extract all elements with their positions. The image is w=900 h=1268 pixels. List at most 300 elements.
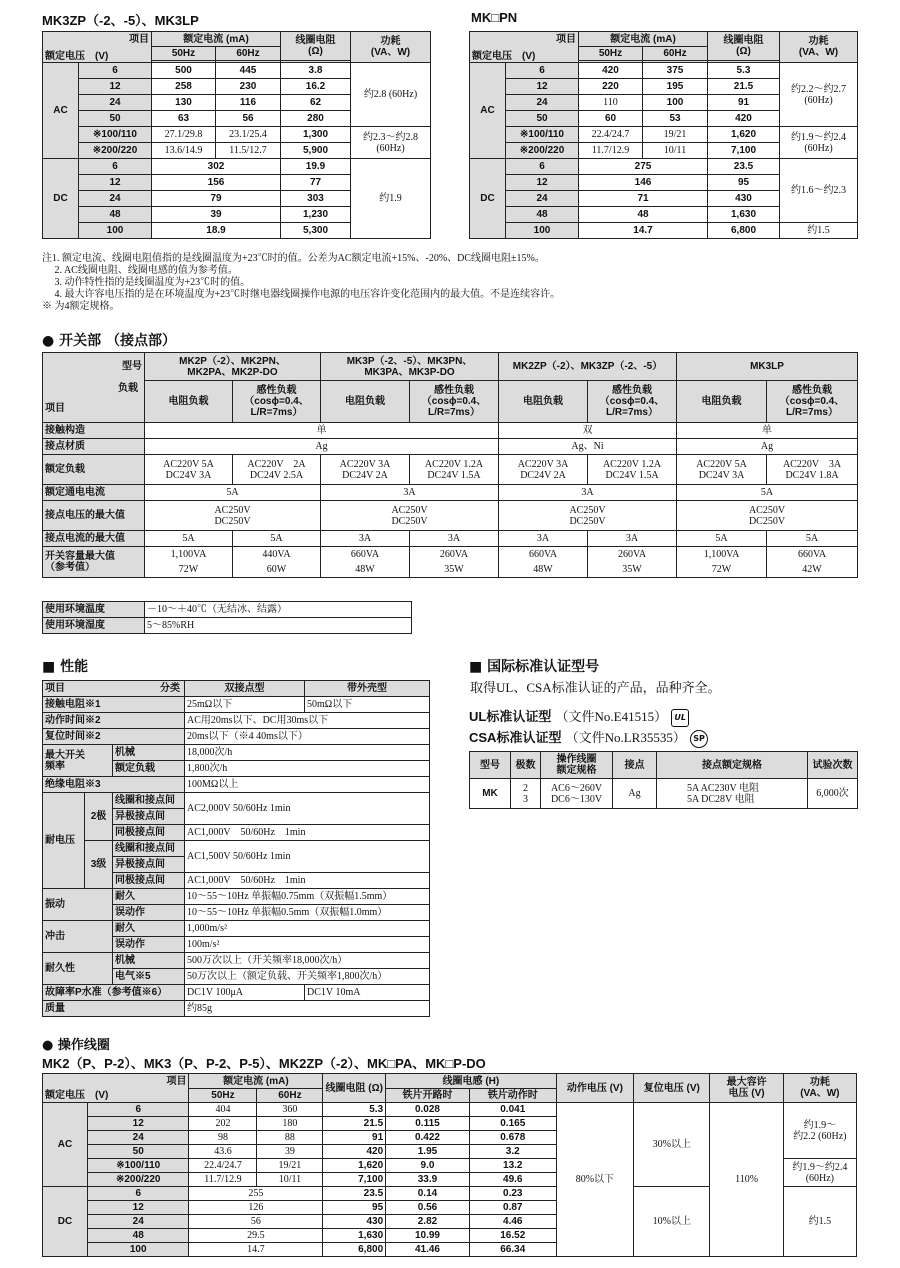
perf-withstand-diff: 异极接点间 bbox=[113, 857, 185, 873]
switch-model-label: 型号 bbox=[43, 353, 145, 381]
coil3-dc-lc: 0.87 bbox=[469, 1201, 556, 1215]
coil2-dc-r: 430 bbox=[708, 191, 780, 207]
switch-max-capacity: 1,100VA 72W bbox=[145, 547, 233, 578]
coil2-ac-v: ※200/220 bbox=[506, 143, 579, 159]
coil2-hdr-item: 项目 bbox=[470, 32, 579, 47]
coil3-dc-lo: 0.14 bbox=[386, 1187, 470, 1201]
coil2-ac-r: 91 bbox=[708, 95, 780, 111]
coil1-ac-c50: 130 bbox=[152, 95, 216, 111]
perf-withstand-2b-value: AC1,000V 50/60Hz 1min bbox=[185, 825, 430, 841]
coil1-dc-label: DC bbox=[43, 159, 79, 239]
coil3-ac-c50: 202 bbox=[189, 1117, 257, 1131]
coil3-dc-lc: 16.52 bbox=[469, 1229, 556, 1243]
coil1-ac-label: AC bbox=[43, 63, 79, 159]
coil3-rst-ac: 30%以上 bbox=[634, 1103, 710, 1187]
coil3-ac-lo: 9.0 bbox=[386, 1159, 470, 1173]
coil1-ac-r: 62 bbox=[281, 95, 351, 111]
switch-material: Ag、Ni bbox=[499, 439, 677, 455]
switch-row-max-current: 接点电流的最大值 bbox=[43, 531, 145, 547]
switch-res-load: 电阻负载 bbox=[321, 381, 410, 423]
coil3-ac-lo: 0.115 bbox=[386, 1117, 470, 1131]
perf-freq-rated-value: 1,800次/h bbox=[185, 761, 430, 777]
coil3-dc-lc: 0.23 bbox=[469, 1187, 556, 1201]
perf-contact-res-b: 50mΩ以下 bbox=[305, 697, 430, 713]
switch-max-capacity: 660VA 42W bbox=[767, 547, 858, 578]
coil3-ac-lc: 0.678 bbox=[469, 1131, 556, 1145]
switch-row-max-voltage: 接点电压的最大值 bbox=[43, 501, 145, 531]
perf-contact-res-label: 接触电阻※1 bbox=[43, 697, 185, 713]
coil2-ac-c60: 10/11 bbox=[643, 143, 708, 159]
coil2-ac-c60: 19/21 bbox=[643, 127, 708, 143]
coil2-dc-v: 48 bbox=[506, 207, 579, 223]
switch-model: MK2P（-2）、MK2PN、 MK2PA、MK2P-DO bbox=[145, 353, 321, 381]
switch-max-current: 3A bbox=[499, 531, 588, 547]
perf-life-mech-value: 500万次以上（开关频率18,000次/h） bbox=[185, 953, 430, 969]
coil3-dc-r: 95 bbox=[323, 1201, 386, 1215]
perf-hdr-double: 双接点型 bbox=[185, 681, 305, 697]
coil1-hdr-voltage: 额定电压 (V) bbox=[43, 47, 152, 63]
coil1-ac-r: 16.2 bbox=[281, 79, 351, 95]
cert-hdr-model: 型号 bbox=[470, 752, 511, 779]
perf-life-label: 耐久性 bbox=[43, 953, 113, 985]
coil3-hdr-voltage: 额定电压 (V) bbox=[43, 1089, 189, 1103]
coil3-dc-v: 24 bbox=[87, 1215, 188, 1229]
coil2-ac-r: 1,620 bbox=[708, 127, 780, 143]
switch-material: Ag bbox=[145, 439, 499, 455]
coil1-dc-c: 302 bbox=[152, 159, 281, 175]
coil2-table bbox=[469, 31, 858, 239]
coil1-table bbox=[42, 31, 431, 239]
coil3-max-value: 110% bbox=[710, 1103, 783, 1257]
coil3-rst-dc: 10%以上 bbox=[634, 1187, 710, 1257]
coil1-dc-c: 18.9 bbox=[152, 223, 281, 239]
cert-desc: 取得UL、CSA标准认证的产品，品种齐全。 bbox=[470, 680, 721, 695]
switch-res-load: 电阻负载 bbox=[145, 381, 233, 423]
coil3-dc-v: 6 bbox=[87, 1187, 188, 1201]
switch-max-capacity: 260VA 35W bbox=[410, 547, 499, 578]
coil2-ac-c60: 100 bbox=[643, 95, 708, 111]
coil2-dc-v: 12 bbox=[506, 175, 579, 191]
ul-logo-icon: UL bbox=[671, 709, 689, 727]
switch-rated-load: AC220V 3A DC24V 2A bbox=[499, 455, 588, 485]
switch-res-load: 电阻负载 bbox=[677, 381, 767, 423]
perf-shock-label: 冲击 bbox=[43, 921, 113, 953]
switch-rated-load: AC220V 5A DC24V 3A bbox=[145, 455, 233, 485]
coil2-dc-v: 24 bbox=[506, 191, 579, 207]
coil2-ac-power2: 约1.9～约2.4 (60Hz) bbox=[780, 127, 858, 159]
perf-shock-dur-value: 1,000m/s² bbox=[185, 921, 430, 937]
coil2-hdr-voltage: 额定电压 (V) bbox=[470, 47, 579, 63]
coil2-dc-power2: 约1.5 bbox=[780, 223, 858, 239]
coil3-ac-c50: 43.6 bbox=[189, 1145, 257, 1159]
coil3-hdr-inductance: 线圈电感 (H) bbox=[386, 1074, 557, 1089]
switch-rated-load: AC220V 5A DC24V 3A bbox=[677, 455, 767, 485]
perf-reset-time-value: 20ms以下（※4 40ms以下） bbox=[185, 729, 430, 745]
coil3-ac-lc: 0.041 bbox=[469, 1103, 556, 1117]
perf-mass-label: 质量 bbox=[43, 1001, 185, 1017]
coil2-hdr-60: 60Hz bbox=[643, 47, 708, 61]
coil1-dc-power: 约1.9 bbox=[351, 159, 431, 239]
coil3-ac-c60: 39 bbox=[257, 1145, 323, 1159]
coil1-title: MK3ZP（-2、-5）、MK3LP bbox=[42, 13, 199, 28]
perf-withstand-2pole: 2极 bbox=[85, 793, 113, 841]
coil3-dc-v: 48 bbox=[87, 1229, 188, 1243]
coil3-ac-r: 420 bbox=[323, 1145, 386, 1159]
coil3-ac-r: 5.3 bbox=[323, 1103, 386, 1117]
coil3-dc-lo: 0.56 bbox=[386, 1201, 470, 1215]
coil2-ac-v: 50 bbox=[506, 111, 579, 127]
switch-structure: 单 bbox=[677, 423, 858, 439]
coil1-dc-c: 156 bbox=[152, 175, 281, 191]
perf-withstand-label: 耐电压 bbox=[43, 793, 85, 889]
coil3-hdr-res: 线圈电阻 (Ω) bbox=[323, 1074, 386, 1103]
switch-rated-current: 3A bbox=[499, 485, 677, 501]
coil2-dc-c: 14.7 bbox=[579, 223, 708, 239]
coil3-ac-c60: 10/11 bbox=[257, 1173, 323, 1187]
coil1-hdr-50: 50Hz bbox=[152, 47, 216, 61]
env-humidity-label: 使用环境湿度 bbox=[43, 618, 145, 634]
perf-mass-value: 约85g bbox=[185, 1001, 430, 1017]
coil3-op-value: 80%以下 bbox=[556, 1103, 633, 1257]
coil1-ac-power2: 约2.3～约2.8 (60Hz) bbox=[351, 127, 431, 159]
cert-csa-file: （文件No.LR35535） bbox=[565, 730, 686, 745]
switch-ind-load: 感性负载 （cosϕ=0.4、 L/R=7ms） bbox=[233, 381, 321, 423]
switch-load-label: 负载 bbox=[118, 382, 138, 394]
coil3-ac-label: AC bbox=[43, 1103, 88, 1187]
coil3-hdr-60: 60Hz bbox=[257, 1089, 323, 1103]
coil2-ac-v: 6 bbox=[506, 63, 579, 79]
note-1: 注1. 额定电流、线圈电阻值指的是线圈温度为+23℃时的值。公差为AC额定电流+15%、-20%、DC线圈电阻±15%。 bbox=[42, 253, 545, 264]
coil3-ac-v: 6 bbox=[87, 1103, 188, 1117]
coil1-dc-v: 12 bbox=[79, 175, 152, 191]
switch-table bbox=[42, 352, 858, 578]
coil1-dc-r: 19.9 bbox=[281, 159, 351, 175]
coil2-dc-label: DC bbox=[470, 159, 506, 239]
coil2-dc-c: 48 bbox=[579, 207, 708, 223]
coil2-ac-v: 12 bbox=[506, 79, 579, 95]
cert-coil: AC6～260V DC6～130V bbox=[541, 779, 613, 809]
coil2-dc-r: 6,800 bbox=[708, 223, 780, 239]
switch-rated-current: 5A bbox=[145, 485, 321, 501]
perf-hdr-case: 带外壳型 bbox=[305, 681, 430, 697]
coil1-ac-c60: 230 bbox=[216, 79, 281, 95]
coil2-hdr-50: 50Hz bbox=[579, 47, 643, 61]
perf-shock-mal: 误动作 bbox=[113, 937, 185, 953]
coil2-dc-power1: 约1.6～约2.3 bbox=[780, 159, 858, 223]
coil3-ac-v: 50 bbox=[87, 1145, 188, 1159]
switch-row-structure: 接触构造 bbox=[43, 423, 145, 439]
perf-freq-mech-value: 18,000次/h bbox=[185, 745, 430, 761]
switch-max-capacity: 260VA 35W bbox=[588, 547, 677, 578]
switch-max-voltage: AC250V DC250V bbox=[145, 501, 321, 531]
coil3-dc-v: 12 bbox=[87, 1201, 188, 1215]
cert-hdr-poles: 极数 bbox=[511, 752, 541, 779]
coil3-ac-lo: 0.422 bbox=[386, 1131, 470, 1145]
coil1-ac-v: ※100/110 bbox=[79, 127, 152, 143]
perf-failure-a: DC1V 100μA bbox=[185, 985, 305, 1001]
perf-withstand-coil-contact: 线圈和接点间 bbox=[113, 793, 185, 809]
coil3-ac-lo: 33.9 bbox=[386, 1173, 470, 1187]
perf-insul-label: 绝缘电阻※3 bbox=[43, 777, 185, 793]
coil1-dc-v: 100 bbox=[79, 223, 152, 239]
switch-max-current: 5A bbox=[767, 531, 858, 547]
coil3-title: MK2（P、P-2）、MK3（P、P-2、P-5）、MK2ZP（-2）、MK□PA、MK□P-DO bbox=[42, 1056, 486, 1071]
coil3-dc-c: 56 bbox=[189, 1215, 323, 1229]
switch-max-current: 5A bbox=[677, 531, 767, 547]
switch-res-load: 电阻负载 bbox=[499, 381, 588, 423]
perf-failure-b: DC1V 10mA bbox=[305, 985, 430, 1001]
perf-shock-mal-value: 100m/s² bbox=[185, 937, 430, 953]
perf-reset-time-label: 复位时间※2 bbox=[43, 729, 185, 745]
coil1-ac-c50: 63 bbox=[152, 111, 216, 127]
perf-title: ■ 性能 bbox=[42, 659, 89, 675]
switch-max-capacity: 1,100VA 72W bbox=[677, 547, 767, 578]
switch-max-current: 5A bbox=[233, 531, 321, 547]
coil1-ac-c60: 23.1/25.4 bbox=[216, 127, 281, 143]
coil1-dc-v: 6 bbox=[79, 159, 152, 175]
coil1-hdr-power: 功耗 (VA、W) bbox=[351, 32, 431, 63]
coil1-ac-c60: 11.5/12.7 bbox=[216, 143, 281, 159]
coil3-section: ● 操作线圈 bbox=[42, 1038, 110, 1053]
coil2-dc-v: 100 bbox=[506, 223, 579, 239]
switch-max-current: 3A bbox=[588, 531, 677, 547]
switch-row-rated-load: 额定负载 bbox=[43, 455, 145, 485]
coil3-ac-r: 7,100 bbox=[323, 1173, 386, 1187]
coil3-hdr-current: 额定电流 (mA) bbox=[189, 1074, 323, 1089]
coil3-ac-v: ※200/220 bbox=[87, 1173, 188, 1187]
coil1-ac-c60: 445 bbox=[216, 63, 281, 79]
perf-op-time-value: AC用20ms以下、DC用30ms以下 bbox=[185, 713, 430, 729]
cert-title: ■ 国际标准认证型号 bbox=[469, 659, 600, 675]
env-humidity-value: 5～85%RH bbox=[145, 618, 412, 634]
coil3-power-ac1: 约1.9～ 约2.2 (60Hz) bbox=[783, 1103, 856, 1159]
perf-shock-dur: 耐久 bbox=[113, 921, 185, 937]
switch-max-current: 3A bbox=[321, 531, 410, 547]
note-5: ※ 为4额定规格。 bbox=[42, 301, 120, 312]
switch-max-current: 5A bbox=[145, 531, 233, 547]
switch-structure: 单 bbox=[145, 423, 499, 439]
coil3-ac-lc: 3.2 bbox=[469, 1145, 556, 1159]
coil2-ac-c60: 195 bbox=[643, 79, 708, 95]
perf-withstand-diff: 异极接点间 bbox=[113, 809, 185, 825]
coil3-ac-c50: 22.4/24.7 bbox=[189, 1159, 257, 1173]
switch-max-voltage: AC250V DC250V bbox=[321, 501, 499, 531]
coil2-hdr-current: 额定电流 (mA) bbox=[579, 32, 708, 47]
coil3-hdr-rst: 复位电压 (V) bbox=[634, 1074, 710, 1103]
coil2-dc-v: 6 bbox=[506, 159, 579, 175]
coil3-ac-r: 21.5 bbox=[323, 1117, 386, 1131]
switch-rated-load: AC220V 2A DC24V 2.5A bbox=[233, 455, 321, 485]
coil3-dc-c: 14.7 bbox=[189, 1243, 323, 1257]
perf-insul-value: 100MΩ以上 bbox=[185, 777, 430, 793]
perf-table bbox=[42, 680, 430, 1017]
coil3-ac-lo: 1.95 bbox=[386, 1145, 470, 1159]
coil1-ac-r: 1,300 bbox=[281, 127, 351, 143]
coil3-hdr-max: 最大容许 电压 (V) bbox=[710, 1074, 783, 1103]
coil1-dc-v: 48 bbox=[79, 207, 152, 223]
cert-ul-label: UL标准认证型 bbox=[469, 709, 552, 724]
cert-hdr-rating: 接点额定规格 bbox=[657, 752, 808, 779]
switch-model: MK3LP bbox=[677, 353, 858, 381]
coil3-ac-v: 12 bbox=[87, 1117, 188, 1131]
switch-rated-load: AC220V 1.2A DC24V 1.5A bbox=[410, 455, 499, 485]
coil2-ac-c50: 220 bbox=[579, 79, 643, 95]
coil1-ac-c50: 500 bbox=[152, 63, 216, 79]
coil1-dc-r: 303 bbox=[281, 191, 351, 207]
coil3-table bbox=[42, 1073, 857, 1257]
switch-ind-load: 感性负载 （cosϕ=0.4、 L/R=7ms） bbox=[588, 381, 677, 423]
switch-max-capacity: 660VA 48W bbox=[499, 547, 588, 578]
coil2-ac-label: AC bbox=[470, 63, 506, 159]
coil1-ac-c50: 27.1/29.8 bbox=[152, 127, 216, 143]
perf-withstand-coil-contact: 线圈和接点间 bbox=[113, 841, 185, 857]
coil3-dc-lc: 4.46 bbox=[469, 1215, 556, 1229]
perf-freq-mech: 机械 bbox=[113, 745, 185, 761]
coil3-ac-c50: 11.7/12.9 bbox=[189, 1173, 257, 1187]
coil3-ac-c60: 19/21 bbox=[257, 1159, 323, 1173]
perf-withstand-3pole: 3级 bbox=[85, 841, 113, 889]
coil1-dc-r: 1,230 bbox=[281, 207, 351, 223]
cert-poles: 2 3 bbox=[511, 779, 541, 809]
coil3-dc-lo: 2.82 bbox=[386, 1215, 470, 1229]
perf-vibration-dur-value: 10～55～10Hz 单振幅0.75mm（双振幅1.5mm） bbox=[185, 889, 430, 905]
coil3-ac-r: 91 bbox=[323, 1131, 386, 1145]
coil3-ac-lo: 0.028 bbox=[386, 1103, 470, 1117]
coil3-dc-c: 29.5 bbox=[189, 1229, 323, 1243]
coil1-ac-r: 280 bbox=[281, 111, 351, 127]
coil1-ac-power1: 约2.8 (60Hz) bbox=[351, 63, 431, 127]
coil1-ac-c50: 13.6/14.9 bbox=[152, 143, 216, 159]
switch-max-voltage: AC250V DC250V bbox=[677, 501, 858, 531]
switch-max-current: 3A bbox=[410, 531, 499, 547]
coil3-ac-r: 1,620 bbox=[323, 1159, 386, 1173]
coil3-ac-c60: 180 bbox=[257, 1117, 323, 1131]
coil3-hdr-ind-close: 铁片动作时 bbox=[469, 1089, 556, 1103]
coil2-ac-r: 420 bbox=[708, 111, 780, 127]
cert-rating: 5A AC230V 电阻 5A DC28V 电阻 bbox=[657, 779, 808, 809]
coil1-ac-c60: 56 bbox=[216, 111, 281, 127]
csa-logo-icon: SP bbox=[690, 730, 708, 748]
coil3-power-dc: 约1.5 bbox=[783, 1187, 856, 1257]
note-4: 4. 最大许容电压指的是在环境温度为+23℃时继电器线圈操作电源的电压容许变化范围内的最大值。不是连续容许。 bbox=[42, 289, 561, 300]
perf-vibration-label: 振动 bbox=[43, 889, 113, 921]
coil3-dc-c: 255 bbox=[189, 1187, 323, 1201]
coil3-ac-c50: 404 bbox=[189, 1103, 257, 1117]
coil3-dc-label: DC bbox=[43, 1187, 88, 1257]
switch-max-capacity: 660VA 48W bbox=[321, 547, 410, 578]
coil1-hdr-item: 项目 bbox=[43, 32, 152, 47]
coil3-ac-lc: 13.2 bbox=[469, 1159, 556, 1173]
perf-life-elec-value: 50万次以上（额定负载、开关频率1,800次/h） bbox=[185, 969, 430, 985]
switch-item-label: 项目 bbox=[45, 402, 65, 414]
coil3-dc-lo: 10.99 bbox=[386, 1229, 470, 1243]
coil2-ac-v: 24 bbox=[506, 95, 579, 111]
perf-withstand-3b-value: AC1,000V 50/60Hz 1min bbox=[185, 873, 430, 889]
coil1-ac-v: 12 bbox=[79, 79, 152, 95]
perf-withstand-2a-value: AC2,000V 50/60Hz 1min bbox=[185, 793, 430, 825]
coil3-ac-c60: 360 bbox=[257, 1103, 323, 1117]
perf-op-time-label: 动作时间※2 bbox=[43, 713, 185, 729]
coil2-ac-r: 7,100 bbox=[708, 143, 780, 159]
switch-rated-load: AC220V 3A DC24V 2A bbox=[321, 455, 410, 485]
coil2-ac-r: 21.5 bbox=[708, 79, 780, 95]
coil3-dc-r: 430 bbox=[323, 1215, 386, 1229]
coil3-ac-c50: 98 bbox=[189, 1131, 257, 1145]
switch-ind-load: 感性负载 （cosϕ=0.4、 L/R=7ms） bbox=[767, 381, 858, 423]
coil2-dc-c: 275 bbox=[579, 159, 708, 175]
switch-model: MK2ZP（-2）、MK3ZP（-2、-5） bbox=[499, 353, 677, 381]
perf-hdr-class: 分类 bbox=[160, 683, 181, 694]
coil3-hdr-op: 动作电压 (V) bbox=[556, 1074, 633, 1103]
coil1-hdr-current: 额定电流 (mA) bbox=[152, 32, 281, 47]
env-table bbox=[42, 601, 412, 634]
coil2-ac-c50: 11.7/12.9 bbox=[579, 143, 643, 159]
coil3-dc-lo: 41.46 bbox=[386, 1243, 470, 1257]
switch-max-voltage: AC250V DC250V bbox=[499, 501, 677, 531]
switch-row-material: 接点材质 bbox=[43, 439, 145, 455]
coil2-ac-c60: 53 bbox=[643, 111, 708, 127]
coil3-ac-lc: 49.6 bbox=[469, 1173, 556, 1187]
coil2-ac-c50: 110 bbox=[579, 95, 643, 111]
cert-model: MK bbox=[470, 779, 511, 809]
coil2-hdr-power: 功耗 (VA、W) bbox=[780, 32, 858, 63]
coil2-ac-power1: 约2.2～约2.7 (60Hz) bbox=[780, 63, 858, 127]
perf-contact-res-a: 25mΩ以下 bbox=[185, 697, 305, 713]
coil3-dc-c: 126 bbox=[189, 1201, 323, 1215]
coil3-dc-lc: 66.34 bbox=[469, 1243, 556, 1257]
coil3-hdr-power: 功耗 (VA、W) bbox=[783, 1074, 856, 1103]
coil1-ac-c50: 258 bbox=[152, 79, 216, 95]
perf-failure-label: 故障率P水准（参考值※6） bbox=[43, 985, 185, 1001]
cert-contact: Ag bbox=[613, 779, 657, 809]
coil1-ac-v: 50 bbox=[79, 111, 152, 127]
coil3-dc-r: 6,800 bbox=[323, 1243, 386, 1257]
coil3-power-ac2: 约1.9～约2.4 (60Hz) bbox=[783, 1159, 856, 1187]
coil2-hdr-res: 线圈电阻 (Ω) bbox=[708, 32, 780, 61]
coil1-dc-r: 5,300 bbox=[281, 223, 351, 239]
coil1-dc-r: 77 bbox=[281, 175, 351, 191]
coil3-ac-lc: 0.165 bbox=[469, 1117, 556, 1131]
coil2-dc-r: 23.5 bbox=[708, 159, 780, 175]
switch-row-max-capacity: 开关容量最大值 （参考值） bbox=[43, 547, 145, 578]
perf-vibration-mal: 误动作 bbox=[113, 905, 185, 921]
switch-structure: 双 bbox=[499, 423, 677, 439]
perf-life-elec: 电气※5 bbox=[113, 969, 185, 985]
switch-rated-load: AC220V 3A DC24V 1.8A bbox=[767, 455, 858, 485]
coil2-ac-c60: 375 bbox=[643, 63, 708, 79]
env-temp-value: －10～＋40℃（无结冰、结露） bbox=[145, 602, 412, 618]
coil2-dc-r: 95 bbox=[708, 175, 780, 191]
coil1-ac-v: ※200/220 bbox=[79, 143, 152, 159]
perf-withstand-same: 同极接点间 bbox=[113, 873, 185, 889]
switch-max-capacity: 440VA 60W bbox=[233, 547, 321, 578]
coil1-ac-v: 6 bbox=[79, 63, 152, 79]
coil1-ac-c60: 116 bbox=[216, 95, 281, 111]
coil2-ac-r: 5.3 bbox=[708, 63, 780, 79]
perf-vibration-mal-value: 10～55～10Hz 单振幅0.5mm（双振幅1.0mm） bbox=[185, 905, 430, 921]
coil1-ac-r: 5,900 bbox=[281, 143, 351, 159]
switch-title: ● 开关部 （接点部） bbox=[42, 333, 176, 349]
coil2-ac-c50: 420 bbox=[579, 63, 643, 79]
coil2-ac-c50: 60 bbox=[579, 111, 643, 127]
env-temp-label: 使用环境温度 bbox=[43, 602, 145, 618]
switch-ind-load: 感性负载 （cosϕ=0.4、 L/R=7ms） bbox=[410, 381, 499, 423]
coil3-dc-r: 1,630 bbox=[323, 1229, 386, 1243]
switch-row-rated-current: 额定通电电流 bbox=[43, 485, 145, 501]
coil1-ac-v: 24 bbox=[79, 95, 152, 111]
perf-max-freq-label: 最大开关 频率 bbox=[43, 745, 113, 777]
perf-life-mech: 机械 bbox=[113, 953, 185, 969]
